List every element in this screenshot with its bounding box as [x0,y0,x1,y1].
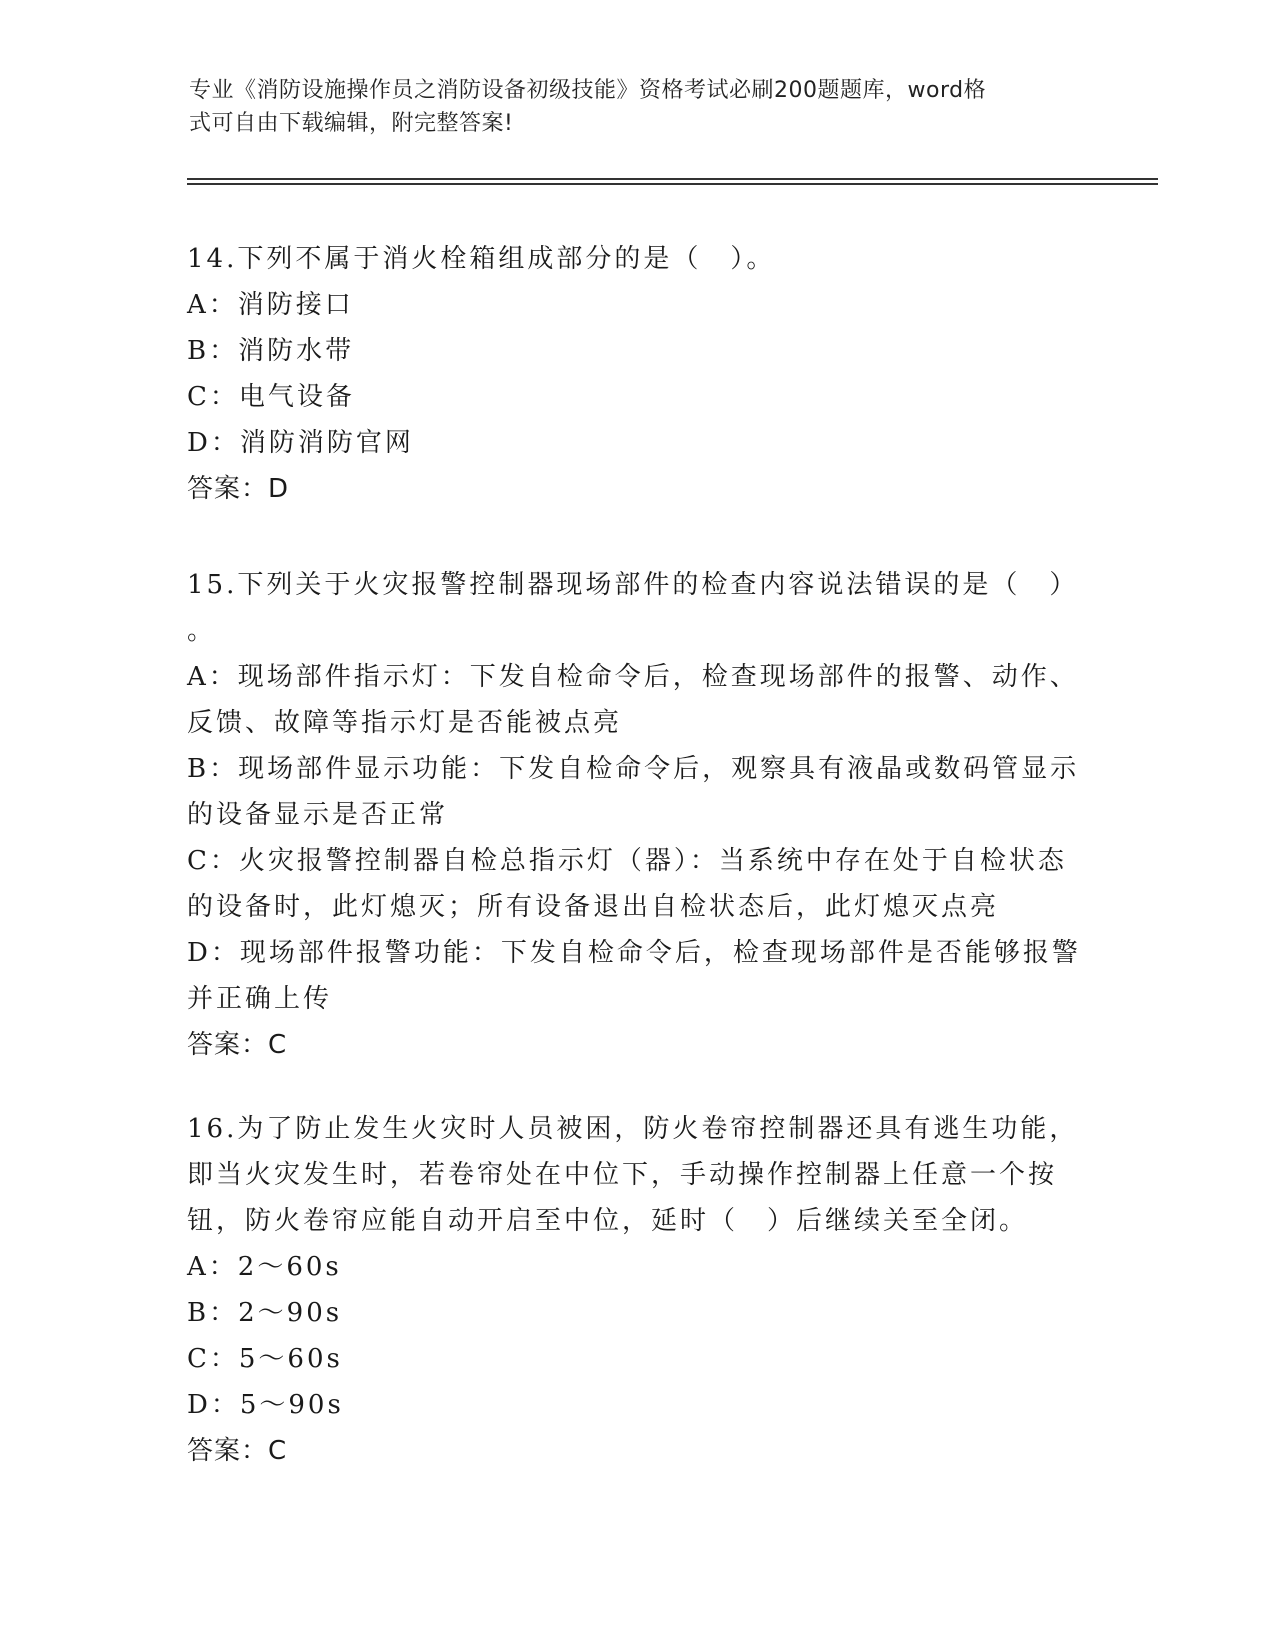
answer-text: 答案：C [187,1030,288,1060]
option-c: C：火灾报警控制器自检总指示灯（器）：当系统中存在处于自检状态 [187,846,1067,876]
header-line: 专业《消防设施操作员之消防设备初级技能》资格考试必刷200题题库，word格 [189,78,987,103]
option-c: C：5～60s [187,1344,343,1374]
option-b: B：2～90s [187,1298,343,1328]
option-d-continued: 并正确上传 [187,984,333,1014]
option-b-continued: 的设备显示是否正常 [187,800,449,830]
question-stem: 。 [187,616,217,646]
question-stem: 即当火灾发生时，若卷帘处在中位下，手动操作控制器上任意一个按 [187,1160,1058,1190]
document-header [189,74,1069,140]
option-a-continued: 反馈、故障等指示灯是否能被点亮 [187,708,623,738]
question-stem: 钮，防火卷帘应能自动开启至中位，延时（ ）后继续关至全闭。 [187,1206,1029,1236]
header-divider-bottom [187,183,1158,185]
option-b: B：消防水带 [187,336,355,366]
header-divider-top [187,178,1158,180]
question-16 [187,1106,1087,1474]
option-c-continued: 的设备时，此灯熄灭；所有设备退出自检状态后，此灯熄灭点亮 [187,892,1000,922]
answer-text: 答案：D [187,474,290,504]
question-stem: 14.下列不属于消火栓箱组成部分的是（ ）。 [187,244,776,274]
option-d: D：5～90s [187,1390,344,1420]
option-a: A：现场部件指示灯：下发自检命令后，检查现场部件的报警、动作、 [187,662,1079,692]
option-a: A：消防接口 [187,290,354,320]
option-b: B：现场部件显示功能：下发自检命令后，观察具有液晶或数码管显示 [187,754,1080,784]
option-a: A：2～60s [187,1252,342,1282]
question-14 [187,236,1087,512]
option-d: D：消防消防官网 [187,428,414,458]
question-stem: 16.为了防止发生火灾时人员被困，防火卷帘控制器还具有逃生功能， [187,1114,1079,1144]
question-stem: 15.下列关于火灾报警控制器现场部件的检查内容说法错误的是（ ） [187,570,1079,600]
answer-text: 答案：C [187,1436,288,1466]
question-15 [187,562,1087,1068]
option-c: C：电气设备 [187,382,355,412]
option-d: D：现场部件报警功能：下发自检命令后，检查现场部件是否能够报警 [187,938,1081,968]
header-line: 式可自由下载编辑，附完整答案! [189,111,514,136]
